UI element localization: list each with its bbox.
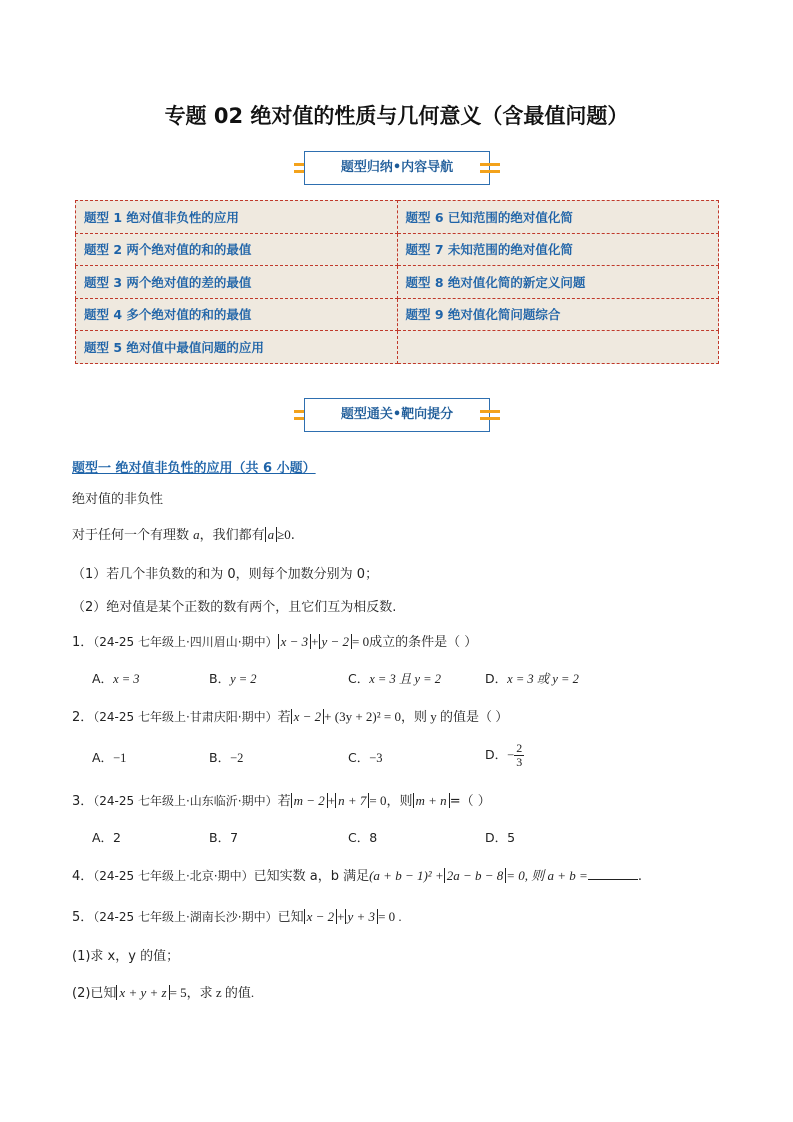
q-number: 5． (72, 910, 94, 925)
q-pre: 已知实数 a，b 满足 (253, 869, 370, 884)
question-4 (72, 865, 642, 884)
abs-expr: x − 3 (278, 634, 312, 649)
option-a[interactable]: A．2 (92, 830, 122, 845)
q-pre: 已知 (277, 910, 304, 925)
option-label: C． (348, 671, 370, 686)
q-source: （24-25 七年级上·甘肃庆阳·期中） (93, 710, 278, 724)
concept-end: . (290, 528, 295, 543)
option-c[interactable]: C．8 (348, 830, 378, 845)
abs-expr: m − 2 (291, 793, 328, 808)
nav-item[interactable]: 题型 5 绝对值中最值问题的应用 (76, 331, 398, 364)
q-source: （24-25 七年级上·四川眉山·期中） (93, 635, 278, 649)
op: + (327, 793, 336, 808)
nav-item-empty (397, 331, 719, 364)
q-source: （24-25 七年级上·北京·期中） (93, 869, 254, 883)
option-value: x = 3 或 y = 2 (507, 672, 579, 686)
banner-content-nav (294, 151, 500, 185)
option-c[interactable] (348, 748, 383, 766)
q-number: 2． (72, 710, 94, 725)
concept-statement (72, 524, 295, 543)
section-heading[interactable]: 题型一 绝对值非负性的应用（共 6 小题） (72, 461, 316, 476)
q-end: . (637, 869, 642, 884)
abs-expr: n + 7 (335, 793, 369, 808)
q-pre: (2)已知 (72, 986, 117, 1001)
option-c[interactable] (348, 669, 441, 687)
option-label: A． (92, 750, 114, 765)
abs-expr: x − 2 (304, 909, 338, 924)
banner-right-deco (480, 410, 500, 420)
option-b[interactable] (209, 669, 257, 687)
option-a[interactable] (92, 669, 140, 687)
banner-right-deco (480, 163, 500, 173)
abs-expr: x − 2 (291, 709, 325, 724)
banner-practice (294, 398, 500, 432)
fraction (514, 742, 524, 769)
option-value: −3 (369, 751, 383, 765)
q-mid: = 0，则 (369, 793, 413, 808)
q-tail: = 0 . (378, 909, 402, 924)
q-pre: 若 (277, 794, 291, 809)
nav-item[interactable]: 题型 2 两个绝对值的和的最值 (76, 233, 398, 266)
q-tail: =（ ） (449, 794, 491, 809)
banner-label: 题型归纳•内容导航 (304, 151, 490, 185)
table-row (76, 266, 719, 299)
table-row (76, 298, 719, 331)
option-value: y = 2 (230, 672, 257, 686)
expr: (a + b − 1)² + (369, 868, 444, 883)
q-mid: + (3y + 2)² = 0，则 y 的值是（ ） (324, 709, 509, 724)
option-d[interactable] (485, 669, 579, 687)
abs-expr: y + 3 (345, 909, 379, 924)
option-value: −2 (230, 751, 244, 765)
nav-item[interactable]: 题型 1 绝对值非负性的应用 (76, 201, 398, 234)
eq: = 0 (352, 634, 370, 649)
option-label: A． (92, 671, 114, 686)
q-tail: 成立的条件是（ ） (369, 635, 478, 650)
option-b[interactable] (209, 748, 243, 766)
option-d[interactable] (485, 742, 524, 769)
question-5 (72, 906, 402, 925)
q-number: 3． (72, 794, 94, 809)
abs-expr: x + y + z (116, 985, 169, 1000)
table-row (76, 331, 719, 364)
nav-item[interactable]: 题型 6 已知范围的绝对值化简 (397, 201, 719, 234)
q5-sub-2 (72, 982, 254, 1001)
option-value: x = 3 (113, 672, 140, 686)
option-d[interactable]: D．5 (485, 830, 516, 845)
question-3 (72, 790, 491, 809)
q-number: 4． (72, 869, 94, 884)
option-value: −1 (113, 751, 127, 765)
op: + (337, 909, 345, 924)
abs-expr: y − 2 (319, 634, 353, 649)
q-pre: 若 (277, 710, 291, 725)
abs-a: a (265, 527, 278, 542)
nav-item[interactable]: 题型 7 未知范围的绝对值化简 (397, 233, 719, 266)
q-mid: = 0, 则 a + b = (506, 868, 588, 883)
q-number: 1． (72, 635, 94, 650)
nav-item[interactable]: 题型 3 两个绝对值的差的最值 (76, 266, 398, 299)
option-a[interactable] (92, 748, 126, 766)
frac-den: 3 (516, 755, 523, 769)
option-label: B． (209, 671, 231, 686)
nav-item[interactable]: 题型 4 多个绝对值的和的最值 (76, 298, 398, 331)
table-row (76, 233, 719, 266)
concept-pre: 对于任何一个有理数 (72, 528, 194, 543)
nav-item[interactable]: 题型 9 绝对值化简问题综合 (397, 298, 719, 331)
option-label: C． (348, 750, 370, 765)
abs-expr: m + n (413, 793, 450, 808)
question-1 (72, 631, 477, 650)
q-source: （24-25 七年级上·湖南长沙·期中） (93, 910, 278, 924)
answer-blank[interactable] (588, 868, 638, 880)
concept-title: 绝对值的非负性 (72, 492, 164, 507)
table-row (76, 201, 719, 234)
page-title: 专题 02 绝对值的性质与几何意义（含最值问题） (164, 104, 629, 128)
option-b[interactable]: B．7 (209, 830, 239, 845)
banner-label: 题型通关•靶向提分 (304, 398, 490, 432)
nav-item[interactable]: 题型 8 绝对值化简的新定义问题 (397, 266, 719, 299)
rule-2: （2）绝对值是某个正数的数有两个，且它们互为相反数. (72, 600, 397, 615)
op: + (311, 634, 319, 649)
rule-1: （1）若几个非负数的和为 0，则每个加数分别为 0； (72, 567, 379, 582)
q-source: （24-25 七年级上·山东临沂·期中） (93, 794, 278, 808)
option-label: B． (209, 750, 231, 765)
option-label: D． (485, 747, 508, 762)
topic-nav-table (75, 200, 719, 364)
option-label: D． (485, 671, 508, 686)
concept-ineq: ≥0 (277, 527, 291, 542)
frac-num: 2 (516, 741, 523, 755)
frac-sign: − (507, 748, 515, 762)
q-tail: = 5，求 z 的值. (169, 985, 255, 1000)
var-a: a (193, 527, 200, 542)
option-value: x = 3 且 y = 2 (369, 672, 441, 686)
abs-expr: 2a − b − 8 (444, 868, 507, 883)
question-2 (72, 706, 508, 725)
q5-sub-1: (1)求 x，y 的值； (72, 949, 180, 964)
concept-mid: ，我们都有 (199, 528, 265, 543)
